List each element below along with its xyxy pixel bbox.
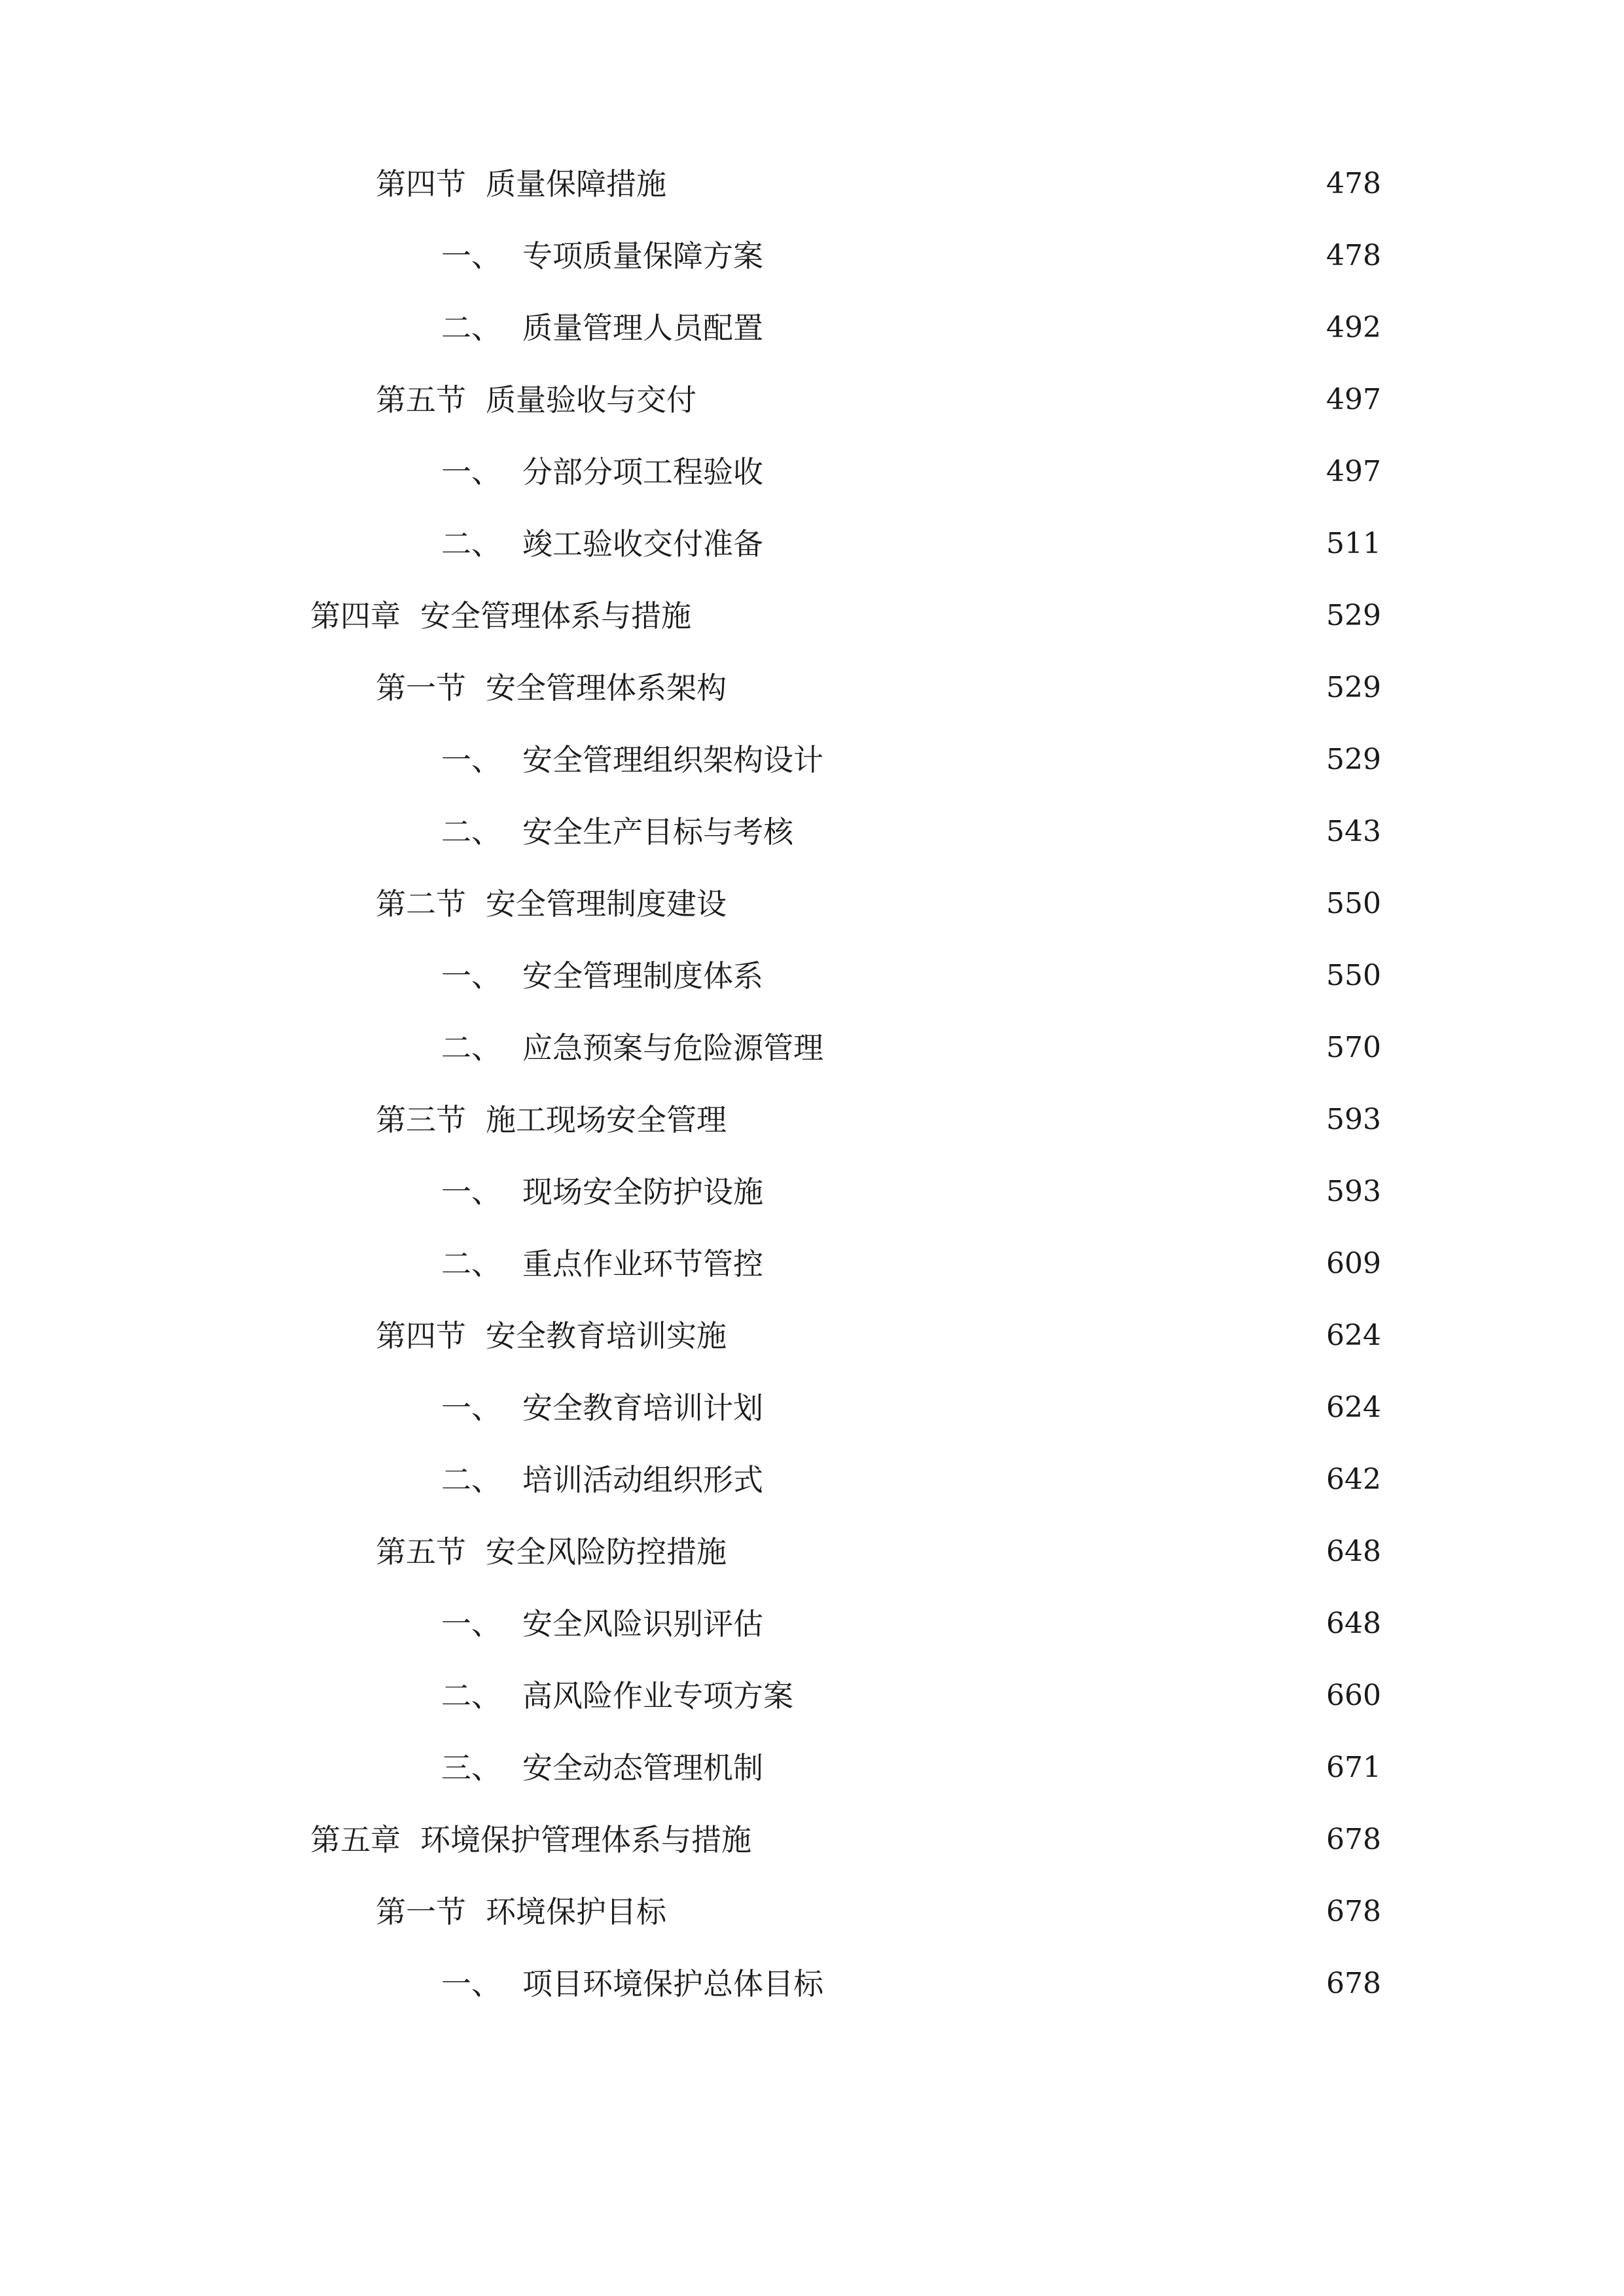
toc-entry-page-number: 529 xyxy=(1326,599,1381,632)
toc-entry-title: 质量管理人员配置 xyxy=(522,310,763,346)
toc-entry-number: 二、 xyxy=(441,310,501,346)
dot-leader xyxy=(772,236,1313,276)
toc-entry[interactable] xyxy=(0,508,1624,580)
dot-leader xyxy=(676,1892,1313,1931)
toc-entry-heading xyxy=(376,1532,727,1571)
toc-entry[interactable] xyxy=(0,220,1624,292)
toc-entry-page-number: 550 xyxy=(1326,959,1381,992)
dot-leader xyxy=(772,1604,1313,1643)
toc-entry-heading xyxy=(441,1604,763,1643)
table-of-contents xyxy=(0,148,1624,2020)
toc-entry-heading xyxy=(310,596,691,636)
toc-entry-page-number: 678 xyxy=(1326,1895,1381,1928)
toc-entry[interactable] xyxy=(0,364,1624,436)
toc-entry-title: 安全风险防控措施 xyxy=(486,1534,727,1570)
toc-entry-page-number: 593 xyxy=(1326,1175,1381,1208)
toc-entry-page-number: 497 xyxy=(1326,455,1381,488)
dot-leader xyxy=(700,596,1313,636)
toc-entry-number: 第四节 xyxy=(376,166,466,202)
toc-entry[interactable] xyxy=(0,292,1624,364)
toc-entry[interactable] xyxy=(0,1372,1624,1444)
toc-entry-heading xyxy=(441,1172,763,1211)
toc-entry[interactable] xyxy=(0,1300,1624,1372)
dot-leader xyxy=(676,164,1313,204)
toc-entry[interactable] xyxy=(0,1516,1624,1588)
toc-entry[interactable] xyxy=(0,796,1624,868)
toc-entry-number: 一、 xyxy=(441,1966,501,2001)
toc-entry-page-number: 609 xyxy=(1326,1247,1381,1280)
toc-entry-heading xyxy=(441,236,763,276)
toc-entry-page-number: 678 xyxy=(1326,1823,1381,1856)
toc-entry-heading xyxy=(376,164,666,204)
toc-entry-title: 安全管理体系架构 xyxy=(486,670,727,706)
toc-entry-heading xyxy=(441,740,823,780)
toc-entry[interactable] xyxy=(0,1948,1624,2020)
toc-entry-title: 环境保护管理体系与措施 xyxy=(420,1822,751,1857)
toc-entry-title: 安全风险识别评估 xyxy=(522,1606,763,1641)
toc-entry-heading xyxy=(441,1748,763,1787)
toc-entry-heading xyxy=(441,812,793,852)
toc-entry-title: 现场安全防护设施 xyxy=(522,1174,763,1210)
toc-entry-title: 质量保障措施 xyxy=(486,166,666,202)
toc-entry-page-number: 648 xyxy=(1326,1607,1381,1640)
toc-entry-title: 施工现场安全管理 xyxy=(486,1102,727,1138)
toc-entry-number: 二、 xyxy=(441,814,501,850)
dot-leader xyxy=(736,1100,1313,1139)
toc-entry-number: 第一节 xyxy=(376,670,466,706)
toc-entry-heading xyxy=(441,1244,763,1283)
toc-entry-title: 竣工验收交付准备 xyxy=(522,526,763,562)
toc-entry[interactable] xyxy=(0,724,1624,796)
dot-leader xyxy=(772,1748,1313,1787)
toc-entry-number: 一、 xyxy=(441,1606,501,1641)
toc-entry-page-number: 671 xyxy=(1326,1751,1381,1784)
toc-entry-number: 三、 xyxy=(441,1750,501,1785)
toc-entry-title: 安全生产目标与考核 xyxy=(522,814,793,850)
toc-entry-number: 二、 xyxy=(441,526,501,562)
toc-entry-title: 质量验收与交付 xyxy=(486,382,696,418)
toc-entry[interactable] xyxy=(0,148,1624,220)
dot-leader xyxy=(736,668,1313,708)
toc-entry-page-number: 624 xyxy=(1326,1319,1381,1352)
toc-entry-title: 安全管理组织架构设计 xyxy=(522,742,823,778)
toc-entry-number: 一、 xyxy=(441,238,501,274)
toc-entry-title: 专项质量保障方案 xyxy=(522,238,763,274)
dot-leader xyxy=(772,956,1313,996)
toc-entry-heading xyxy=(441,308,763,348)
toc-entry[interactable] xyxy=(0,940,1624,1012)
toc-entry-page-number: 529 xyxy=(1326,743,1381,776)
toc-entry[interactable] xyxy=(0,1444,1624,1516)
toc-entry-heading xyxy=(376,380,696,420)
toc-entry-title: 安全动态管理机制 xyxy=(522,1750,763,1785)
toc-entry[interactable] xyxy=(0,436,1624,508)
toc-entry-number: 一、 xyxy=(441,454,501,490)
toc-entry-page-number: 543 xyxy=(1326,815,1381,848)
toc-entry-number: 第五节 xyxy=(376,1534,466,1570)
toc-entry-number: 一、 xyxy=(441,1390,501,1426)
toc-entry-number: 一、 xyxy=(441,1174,501,1210)
toc-entry-page-number: 678 xyxy=(1326,1967,1381,2000)
toc-entry-title: 安全教育培训计划 xyxy=(522,1390,763,1426)
toc-entry-title: 安全管理制度建设 xyxy=(486,886,727,922)
toc-entry-title: 高风险作业专项方案 xyxy=(522,1678,793,1713)
toc-entry-page-number: 624 xyxy=(1326,1391,1381,1424)
toc-entry-number: 一、 xyxy=(441,958,501,994)
toc-entry[interactable] xyxy=(0,580,1624,652)
toc-entry-heading xyxy=(441,1028,823,1067)
dot-leader xyxy=(772,452,1313,492)
toc-entry-heading xyxy=(376,1892,666,1931)
toc-entry-page-number: 497 xyxy=(1326,383,1381,416)
toc-entry-heading xyxy=(376,668,727,708)
toc-entry[interactable] xyxy=(0,1660,1624,1732)
toc-entry[interactable] xyxy=(0,1804,1624,1876)
toc-entry-title: 应急预案与危险源管理 xyxy=(522,1030,823,1066)
dot-leader xyxy=(736,884,1313,924)
toc-entry-number: 二、 xyxy=(441,1246,501,1282)
toc-entry-number: 二、 xyxy=(441,1030,501,1066)
dot-leader xyxy=(736,1316,1313,1355)
toc-entry-number: 第五节 xyxy=(376,382,466,418)
dot-leader xyxy=(833,740,1313,780)
dot-leader xyxy=(803,812,1313,852)
dot-leader xyxy=(772,524,1313,564)
toc-entry-title: 安全教育培训实施 xyxy=(486,1318,727,1354)
toc-entry-number: 第一节 xyxy=(376,1894,466,1929)
toc-entry-title: 环境保护目标 xyxy=(486,1894,666,1929)
toc-entry-number: 一、 xyxy=(441,742,501,778)
toc-entry-number: 第四节 xyxy=(376,1318,466,1354)
toc-entry-number: 第二节 xyxy=(376,886,466,922)
dot-leader xyxy=(833,1028,1313,1067)
toc-entry-page-number: 648 xyxy=(1326,1535,1381,1568)
toc-entry-number: 二、 xyxy=(441,1678,501,1713)
toc-entry-heading xyxy=(441,524,763,564)
toc-entry-page-number: 642 xyxy=(1326,1463,1381,1496)
toc-entry-heading xyxy=(376,1316,727,1355)
toc-entry-page-number: 529 xyxy=(1326,671,1381,704)
dot-leader xyxy=(803,1676,1313,1715)
toc-entry-heading xyxy=(376,1100,727,1139)
toc-entry-title: 重点作业环节管控 xyxy=(522,1246,763,1282)
toc-entry[interactable] xyxy=(0,1228,1624,1300)
toc-entry[interactable] xyxy=(0,1084,1624,1156)
toc-entry-number: 第四章 xyxy=(310,598,401,634)
toc-entry-number: 第三节 xyxy=(376,1102,466,1138)
toc-entry[interactable] xyxy=(0,1732,1624,1804)
toc-entry-heading xyxy=(376,884,727,924)
toc-entry-page-number: 492 xyxy=(1326,311,1381,344)
toc-entry-heading xyxy=(441,1964,823,2003)
toc-entry-page-number: 570 xyxy=(1326,1031,1381,1064)
toc-entry-page-number: 478 xyxy=(1326,167,1381,200)
toc-entry-number: 第五章 xyxy=(310,1822,401,1857)
toc-entry-page-number: 660 xyxy=(1326,1679,1381,1712)
toc-entry[interactable] xyxy=(0,1156,1624,1228)
toc-entry-heading xyxy=(441,1460,763,1499)
dot-leader xyxy=(772,1244,1313,1283)
toc-entry-page-number: 478 xyxy=(1326,239,1381,272)
toc-entry-title: 分部分项工程验收 xyxy=(522,454,763,490)
toc-entry-heading xyxy=(441,452,763,492)
dot-leader xyxy=(833,1964,1313,2003)
toc-entry-title: 安全管理制度体系 xyxy=(522,958,763,994)
dot-leader xyxy=(772,308,1313,348)
toc-entry-page-number: 550 xyxy=(1326,887,1381,920)
toc-entry-page-number: 511 xyxy=(1326,527,1381,560)
toc-entry[interactable] xyxy=(0,1588,1624,1660)
toc-entry[interactable] xyxy=(0,868,1624,940)
toc-entry-number: 二、 xyxy=(441,1462,501,1498)
toc-entry-page-number: 593 xyxy=(1326,1103,1381,1136)
toc-entry[interactable] xyxy=(0,652,1624,724)
dot-leader xyxy=(706,380,1313,420)
dot-leader xyxy=(772,1388,1313,1427)
toc-entry-title: 培训活动组织形式 xyxy=(522,1462,763,1498)
dot-leader xyxy=(736,1532,1313,1571)
dot-leader xyxy=(772,1460,1313,1499)
toc-entry-heading xyxy=(441,1388,763,1427)
toc-entry[interactable] xyxy=(0,1876,1624,1948)
toc-entry-heading xyxy=(310,1820,751,1859)
toc-entry[interactable] xyxy=(0,1012,1624,1084)
toc-entry-title: 项目环境保护总体目标 xyxy=(522,1966,823,2001)
toc-entry-title: 安全管理体系与措施 xyxy=(420,598,691,634)
dot-leader xyxy=(761,1820,1313,1859)
dot-leader xyxy=(772,1172,1313,1211)
toc-entry-heading xyxy=(441,956,763,996)
toc-entry-heading xyxy=(441,1676,793,1715)
